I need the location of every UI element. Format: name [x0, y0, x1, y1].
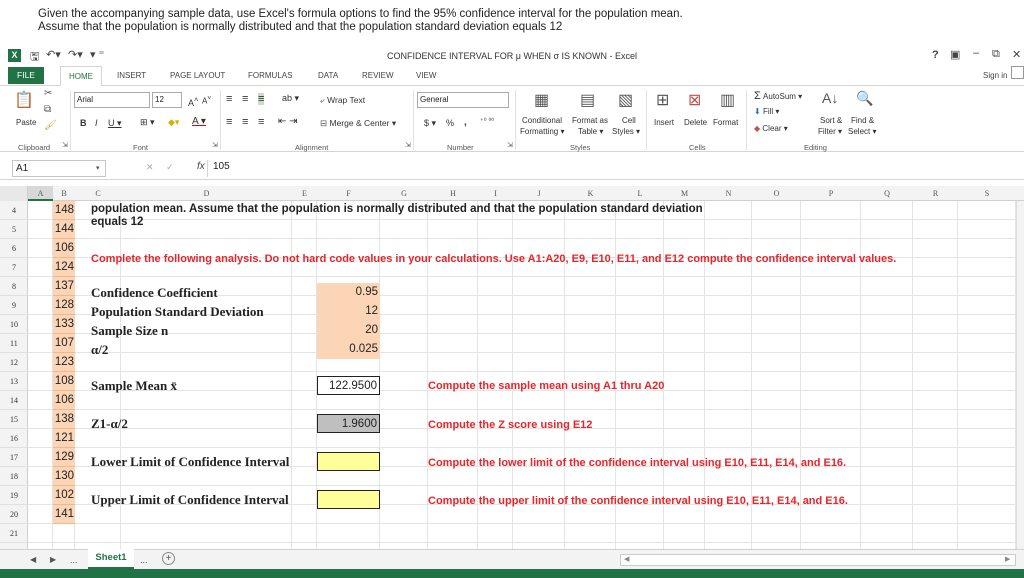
- label-stdev: Population Standard Deviation: [91, 304, 264, 319]
- note-mean: Compute the sample mean using A1 thru A20: [428, 380, 665, 392]
- window-title: CONFIDENCE INTERVAL FOR μ WHEN σ IS KNOWN - Excel: [386, 51, 638, 61]
- gridline-row: [28, 276, 1024, 277]
- tab-review[interactable]: REVIEW: [362, 71, 394, 80]
- sort-filter-icon[interactable]: A↓: [822, 90, 839, 106]
- cell-label[interactable]: Cell: [622, 116, 636, 125]
- ribbon-tab-row: [0, 66, 1024, 86]
- delete-button[interactable]: Delete: [684, 118, 708, 127]
- find-select-icon[interactable]: 🔍: [856, 90, 874, 106]
- cell-a-value[interactable]: 102: [53, 486, 75, 505]
- enter-icon[interactable]: ✓: [166, 162, 174, 172]
- save-icon[interactable]: 🖫: [30, 51, 40, 63]
- column-header-l[interactable]: L: [637, 189, 643, 198]
- italic-button[interactable]: I: [95, 118, 98, 128]
- fill-color-icon[interactable]: ◆▾: [168, 117, 180, 127]
- autosum-button[interactable]: Σ AutoSum ▾: [754, 90, 803, 102]
- conditional-label[interactable]: Conditional: [522, 116, 563, 125]
- label-alpha: α/2: [91, 342, 109, 357]
- tab-data[interactable]: DATA: [318, 71, 339, 80]
- bold-button[interactable]: B: [80, 118, 87, 128]
- label-confidence: Confidence Coefficient: [91, 285, 218, 300]
- label-sample-size: Sample Size n: [91, 323, 169, 338]
- label-sample-mean: Sample Mean x̄: [91, 378, 177, 393]
- select-label[interactable]: Select ▾: [848, 127, 877, 136]
- tab-formulas[interactable]: FORMULAS: [248, 71, 293, 80]
- question-line-1: Given the accompanying sample data, use Excel's formula options to find the 95% confidence interval for the population mean.: [38, 8, 683, 20]
- row-header-5[interactable]: 5: [0, 220, 28, 239]
- row-header-13[interactable]: 13: [0, 372, 28, 391]
- insert-function-icon[interactable]: fx: [197, 161, 205, 172]
- format-cells-icon[interactable]: ▥: [720, 92, 736, 109]
- font-name-select[interactable]: Arial: [74, 92, 150, 108]
- tab-home[interactable]: HOME: [60, 66, 102, 87]
- clear-button[interactable]: ◆ Clear ▾: [754, 124, 788, 133]
- row-header-10[interactable]: 10: [0, 315, 28, 334]
- add-sheet-button[interactable]: +: [162, 552, 175, 565]
- group-cells: Cells: [689, 143, 706, 152]
- cell-alpha[interactable]: 0.025: [317, 340, 380, 359]
- row-header-20[interactable]: 20: [0, 505, 28, 524]
- paste-icon[interactable]: 📋: [14, 92, 34, 109]
- row-header-6[interactable]: 6: [0, 239, 28, 258]
- align-left-icon[interactable]: ≡: [226, 116, 233, 128]
- row-header-9[interactable]: 9: [0, 296, 28, 315]
- gridline-row: [28, 371, 1024, 372]
- format-button[interactable]: Format: [713, 118, 739, 127]
- tab-insert[interactable]: INSERT: [117, 71, 147, 80]
- column-header-a[interactable]: A: [28, 186, 53, 201]
- cell-sample-mean[interactable]: 122.9500: [317, 376, 380, 395]
- table-label[interactable]: Table ▾: [578, 127, 604, 136]
- help-icon[interactable]: ?: [932, 49, 939, 61]
- gridline-row: [28, 238, 1024, 239]
- row-header-16[interactable]: 16: [0, 429, 28, 448]
- sheet-ellipsis-left[interactable]: ...: [70, 555, 78, 565]
- indent-icons[interactable]: ⇤ ⇥: [278, 116, 298, 127]
- font-size-select[interactable]: 12: [152, 92, 182, 108]
- cell-sample-size[interactable]: 20: [317, 321, 380, 340]
- merge-center-button[interactable]: ⊟ Merge & Center ▾: [320, 118, 397, 128]
- cell-a-value[interactable]: 108: [53, 372, 75, 391]
- column-header-j[interactable]: J: [537, 189, 541, 198]
- decimal-buttons-icon[interactable]: ⁺⁰ ⁰⁰: [480, 118, 495, 125]
- column-header-g[interactable]: G: [401, 189, 407, 198]
- grow-font-icon[interactable]: A˄: [188, 95, 199, 108]
- row-header-11[interactable]: 11: [0, 334, 28, 353]
- cell-a-value[interactable]: 141: [53, 505, 75, 524]
- cut-icon[interactable]: ✂: [44, 88, 53, 99]
- underline-button[interactable]: U ▾: [108, 118, 122, 128]
- align-top-icon[interactable]: ≡: [226, 93, 233, 105]
- gridline-row: [28, 219, 1024, 220]
- cell-a-value[interactable]: 121: [53, 429, 75, 448]
- row-header-7[interactable]: 7: [0, 258, 28, 277]
- row-header-4[interactable]: 4: [0, 201, 28, 220]
- status-bar: [0, 569, 1024, 578]
- insert-button[interactable]: Insert: [654, 118, 675, 127]
- format-as-label[interactable]: Format as: [572, 116, 609, 125]
- currency-button[interactable]: $ ▾: [424, 118, 437, 128]
- gridline-col: [912, 201, 913, 549]
- group-styles: Styles: [570, 143, 591, 152]
- restore-icon[interactable]: ⧉: [992, 48, 1000, 60]
- column-header-s[interactable]: S: [984, 189, 990, 198]
- format-as-table-icon[interactable]: ▤: [580, 92, 596, 109]
- label-upper: Upper Limit of Confidence Interval: [91, 492, 289, 507]
- name-box[interactable]: A1: [12, 160, 106, 177]
- quick-access-icon[interactable]: ▾ ⁼: [90, 49, 105, 61]
- format-painter-icon[interactable]: 🖌: [44, 120, 57, 131]
- horizontal-scrollbar[interactable]: [620, 554, 1016, 566]
- gridline-row: [28, 542, 1024, 543]
- cancel-icon[interactable]: ✕: [146, 162, 154, 172]
- tab-page-layout[interactable]: PAGE LAYOUT: [170, 71, 226, 80]
- question-line-2: Assume that the population is normally distributed and that the population standard deviation equals 12: [38, 21, 563, 33]
- note-lower: Compute the lower limit of the confidence interval using E10, E11, E14, and E16.: [428, 457, 847, 469]
- question-text-row5: equals 12: [91, 216, 144, 228]
- group-font: Font: [133, 143, 149, 152]
- sheet-tab-sheet1[interactable]: Sheet1: [88, 549, 134, 569]
- formatting-label[interactable]: Formatting ▾: [520, 127, 565, 136]
- row-header-19[interactable]: 19: [0, 486, 28, 505]
- cell-a-value[interactable]: 133: [53, 315, 75, 334]
- number-format-select[interactable]: General: [417, 92, 509, 108]
- column-header-m[interactable]: M: [680, 189, 689, 198]
- cell-lower[interactable]: [317, 452, 380, 471]
- cell-styles-icon[interactable]: ▧: [618, 92, 634, 109]
- cell-a-value[interactable]: 137: [53, 277, 75, 296]
- wrap-text-button[interactable]: ⤶ Wrap Text: [320, 95, 366, 105]
- select-all-corner[interactable]: [0, 186, 28, 201]
- column-header-b[interactable]: B: [61, 189, 67, 198]
- prev-sheet-icon[interactable]: ◀: [30, 555, 37, 564]
- tab-view[interactable]: VIEW: [416, 71, 437, 80]
- copy-icon[interactable]: ⧉: [44, 104, 52, 115]
- find-label[interactable]: Find &: [851, 116, 875, 125]
- font-color-icon[interactable]: A ▾: [192, 116, 206, 127]
- minimize-icon[interactable]: –: [973, 47, 980, 59]
- name-box-dropdown-icon[interactable]: ▾: [96, 165, 100, 172]
- label-z: Z1-α/2: [91, 416, 128, 431]
- cell-a-value[interactable]: 106: [53, 239, 75, 258]
- paste-button[interactable]: Paste: [16, 118, 37, 127]
- cell-z[interactable]: 1.9600: [317, 414, 380, 433]
- row-header-18[interactable]: 18: [0, 467, 28, 486]
- sign-in-link[interactable]: Sign in: [983, 71, 1008, 80]
- align-bottom-icon[interactable]: ≡: [258, 93, 265, 105]
- gridline-row: [28, 523, 1024, 524]
- styles-label[interactable]: Styles ▾: [612, 127, 641, 136]
- number-launcher-icon[interactable]: ⇲: [507, 142, 513, 149]
- cell-a-value[interactable]: 107: [53, 334, 75, 353]
- row-header-8[interactable]: 8: [0, 277, 28, 296]
- alignment-launcher-icon[interactable]: ⇲: [405, 142, 411, 149]
- column-header-o[interactable]: O: [773, 189, 780, 198]
- excel-logo-icon: X: [8, 49, 21, 62]
- row-header-21[interactable]: 21: [0, 524, 28, 543]
- insert-cells-icon[interactable]: ⊞: [656, 92, 670, 109]
- column-header-p[interactable]: P: [828, 189, 834, 198]
- cell-a-value[interactable]: 144: [53, 220, 75, 239]
- gridline-row: [28, 333, 1024, 334]
- cell-upper[interactable]: [317, 490, 380, 509]
- column-header-i[interactable]: I: [494, 189, 497, 198]
- orientation-icon[interactable]: ab ▾: [282, 93, 300, 103]
- next-sheet-icon[interactable]: ▶: [50, 555, 57, 564]
- column-header-n[interactable]: N: [725, 189, 732, 198]
- filter-label[interactable]: Filter ▾: [818, 127, 843, 136]
- cell-a-value[interactable]: 130: [53, 467, 75, 486]
- tab-file[interactable]: FILE: [8, 67, 44, 84]
- percent-button[interactable]: %: [446, 118, 455, 128]
- comma-button[interactable]: ,: [464, 117, 467, 128]
- undo-icon[interactable]: ↶▾: [46, 49, 61, 61]
- user-icon[interactable]: [1011, 66, 1024, 79]
- label-lower: Lower Limit of Confidence Interval: [91, 454, 290, 469]
- fill-button[interactable]: ⬇ Fill ▾: [754, 107, 780, 116]
- column-header-h[interactable]: H: [450, 189, 456, 198]
- row-header-12[interactable]: 12: [0, 353, 28, 372]
- borders-icon[interactable]: ⊞ ▾: [140, 117, 155, 127]
- gridline-row: [28, 485, 1024, 486]
- shrink-font-icon[interactable]: A˅: [202, 95, 212, 106]
- note-upper: Compute the upper limit of the confidence interval using E10, E11, E14, and E16.: [428, 495, 848, 507]
- row-header-17[interactable]: 17: [0, 448, 28, 467]
- redo-icon[interactable]: ↷▾: [68, 49, 83, 61]
- align-right-icon[interactable]: ≡: [258, 116, 265, 128]
- row-header-14[interactable]: 14: [0, 391, 28, 410]
- gridline-row: [28, 352, 1024, 353]
- column-header-c[interactable]: C: [95, 189, 101, 198]
- column-header-e[interactable]: E: [302, 189, 307, 198]
- ribbon-display-icon[interactable]: ▣: [950, 49, 961, 61]
- group-editing: Editing: [804, 143, 827, 152]
- note-z: Compute the Z score using E12: [428, 419, 593, 431]
- align-middle-icon[interactable]: ≡: [242, 93, 249, 105]
- font-launcher-icon[interactable]: ⇲: [212, 142, 218, 149]
- gridline-row: [28, 409, 1024, 410]
- scroll-right-icon[interactable]: ▶: [1005, 556, 1011, 563]
- formula-input[interactable]: 105: [213, 161, 230, 172]
- cell-a-value[interactable]: 129: [53, 448, 75, 467]
- gridline-row: [28, 447, 1024, 448]
- cell-a-value[interactable]: 106: [53, 391, 75, 410]
- column-header-k[interactable]: K: [587, 189, 594, 198]
- group-number: Number: [447, 143, 474, 152]
- column-header-d[interactable]: D: [203, 189, 210, 198]
- vertical-scrollbar[interactable]: [1016, 201, 1024, 549]
- conditional-formatting-icon[interactable]: ▦: [534, 92, 550, 109]
- align-center-icon[interactable]: ≡: [242, 116, 249, 128]
- group-clipboard: Clipboard: [18, 143, 51, 152]
- cell-a-value[interactable]: 124: [53, 258, 75, 277]
- delete-cells-icon[interactable]: ⊠: [688, 92, 702, 109]
- sort-label[interactable]: Sort &: [820, 116, 843, 125]
- column-header-q[interactable]: Q: [884, 189, 890, 198]
- cell-stdev[interactable]: 12: [317, 302, 380, 321]
- close-icon[interactable]: ✕: [1012, 49, 1022, 61]
- clipboard-launcher-icon[interactable]: ⇲: [62, 142, 68, 149]
- cell-a-value[interactable]: 128: [53, 296, 75, 315]
- cell-a-value[interactable]: 123: [53, 353, 75, 372]
- cell-a-value[interactable]: 148: [53, 201, 75, 220]
- instruction-text: Complete the following analysis. Do not hard code values in your calculations. Use A1:A20, E9, E10, E11, and E12 compute the confidence interval values.: [91, 253, 897, 265]
- formula-bar: [0, 158, 1024, 180]
- sheet-ellipsis-right[interactable]: ...: [140, 555, 148, 565]
- column-header-f[interactable]: F: [346, 189, 351, 198]
- question-text-row4: population mean. Assume that the population is normally distributed and that the population standard deviation: [91, 203, 703, 215]
- column-header-r[interactable]: R: [932, 189, 939, 198]
- row-header-15[interactable]: 15: [0, 410, 28, 429]
- group-alignment: Alignment: [295, 143, 329, 152]
- cell-confidence[interactable]: 0.95: [317, 283, 380, 302]
- gridline-col: [957, 201, 958, 549]
- scroll-left-icon[interactable]: ◀: [624, 556, 630, 563]
- cell-a-value[interactable]: 138: [53, 410, 75, 429]
